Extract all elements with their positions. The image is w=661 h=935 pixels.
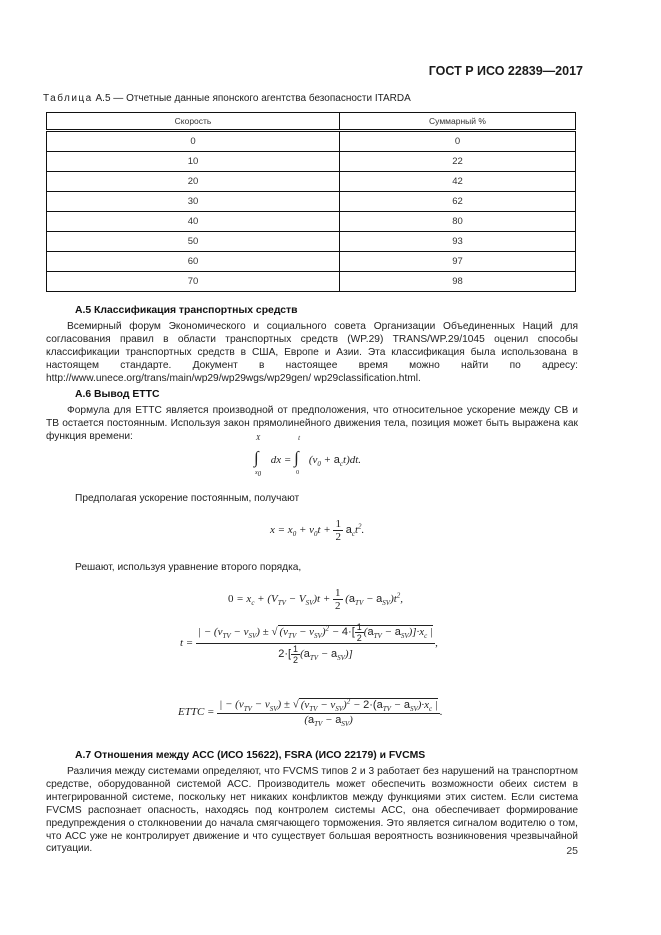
column-header-cumulative: Суммарный % xyxy=(340,113,576,131)
itarda-table xyxy=(46,112,576,292)
document-code: ГОСТ Р ИСО 22839—2017 xyxy=(428,64,583,78)
cell-cumulative: 0 xyxy=(340,131,576,152)
table-row xyxy=(47,152,576,172)
column-header-speed: Скорость xyxy=(47,113,340,131)
formula-quadratic: $0 = x_c + (V_{TV} - V_{SV})t$ + $\frac{1}{2}$ $(a_{TV} - a_{SV})t^2$, xyxy=(228,587,404,612)
section-a6-body-1: Формула для ЕТТС является производной от предположения, что относительное ускорение между СВ и ТВ остается постоянным. Используя закон прямолинейного движения тела, позиция может быть выражена как функция времени: xyxy=(46,405,578,442)
formula-integral: X ∫ $x_0$ dx = t ∫ 0 $(v_0 + a_ct)dt$. xyxy=(254,434,362,479)
cell-cumulative: 98 xyxy=(340,272,576,292)
cell-cumulative: 62 xyxy=(340,192,576,212)
section-a7-heading: А.7 Отношения между АСС (ИСО 15622), FSRA (ИСО 22179) и FVCMS xyxy=(75,750,426,761)
cell-speed: 50 xyxy=(47,232,340,252)
cell-speed: 30 xyxy=(47,192,340,212)
cell-speed: 20 xyxy=(47,172,340,192)
cell-speed: 0 xyxy=(47,131,340,152)
cell-cumulative: 42 xyxy=(340,172,576,192)
table-row xyxy=(47,232,576,252)
section-a6-body-3: Решают, используя уравнение второго порядка, xyxy=(75,562,302,573)
table-row xyxy=(47,172,576,192)
formula-ettc: ETTC = $\frac{| - (v_{TV} - v_{SV}) \pm √ (v_{TV} - v_{SV})^2 - 2\cdot(a_{TV} - a_{SV})\cdot x_c |}{(a_{TV} - a_{SV})}$ . xyxy=(178,697,443,729)
cell-cumulative: 93 xyxy=(340,232,576,252)
cell-cumulative: 22 xyxy=(340,152,576,172)
section-a7-body: Различия между системами определяют, что FVCMS типов 2 и 3 работает без нарушений на транспортном средстве, оборудованной системой АСС. Производитель может обеспечить возможности обеих систем в интегрированной системе, поскольку нет никаких конфликтов между функциями этих систем. Если система FVCMS распознает опасность, находясь под контролем системы АСС, она обеспечивает формирование предупреждения о столкновении до начала смягчающего торможения. Это является сигналом водителю о том, что АСС уже не контролирует движение и что существует большая вероятность возникновения чрезвычайной ситуации. xyxy=(46,766,578,855)
cell-speed: 10 xyxy=(47,152,340,172)
table-header-row xyxy=(47,113,576,131)
cell-cumulative: 97 xyxy=(340,252,576,272)
table-row xyxy=(47,192,576,212)
table-caption-label: Таблица xyxy=(43,93,93,104)
table-caption xyxy=(43,93,411,104)
section-a6-body-2: Предполагая ускорение постоянным, получают xyxy=(75,493,300,504)
cell-speed: 40 xyxy=(47,212,340,232)
section-a6-heading: А.6 Вывод ЕТТС xyxy=(75,389,160,400)
table-row xyxy=(47,252,576,272)
section-a5-heading: А.5 Классификация транспортных средств xyxy=(75,305,298,316)
page-number: 25 xyxy=(566,845,578,857)
cell-speed: 60 xyxy=(47,252,340,272)
section-a5-body: Всемирный форум Экономического и социального совета Организации Объединенных Наций для согласования правил в области транспортных средств (WP.29) TRANS/WP.29/1045 оценил способы классификации транспортных средств в США, Европе и Азии. Эта классификация была использована в настоящем стандарте. Документ в настоящее время можно найти по адресу: http://www.unece.org/trans/main/wp29/wp29wgs/wp29gen/ wp29classification.html. xyxy=(46,321,578,384)
cell-cumulative: 80 xyxy=(340,212,576,232)
table-row xyxy=(47,131,576,152)
formula-t: t = | − $(v_{TV} - v_{SV})$ ± √ $(v_{TV} - v_{SV})^2 - 4\cdot$[ $\frac{1}{2}$ $(a_{TV} - a_{SV})]\cdot x_c$ | 2·[ $\frac{1}{2}$ $(a_{TV} - a_{SV})$] , xyxy=(180,622,438,665)
cell-speed: 70 xyxy=(47,272,340,292)
table-caption-text: А.5 — Отчетные данные японского агентства безопасности ITARDA xyxy=(92,93,411,104)
table-row xyxy=(47,272,576,292)
table-row xyxy=(47,212,576,232)
formula-position: $x = x_0 + v_0t$ + $\frac{1}{2}$ $a_ct^2$. xyxy=(270,518,365,543)
